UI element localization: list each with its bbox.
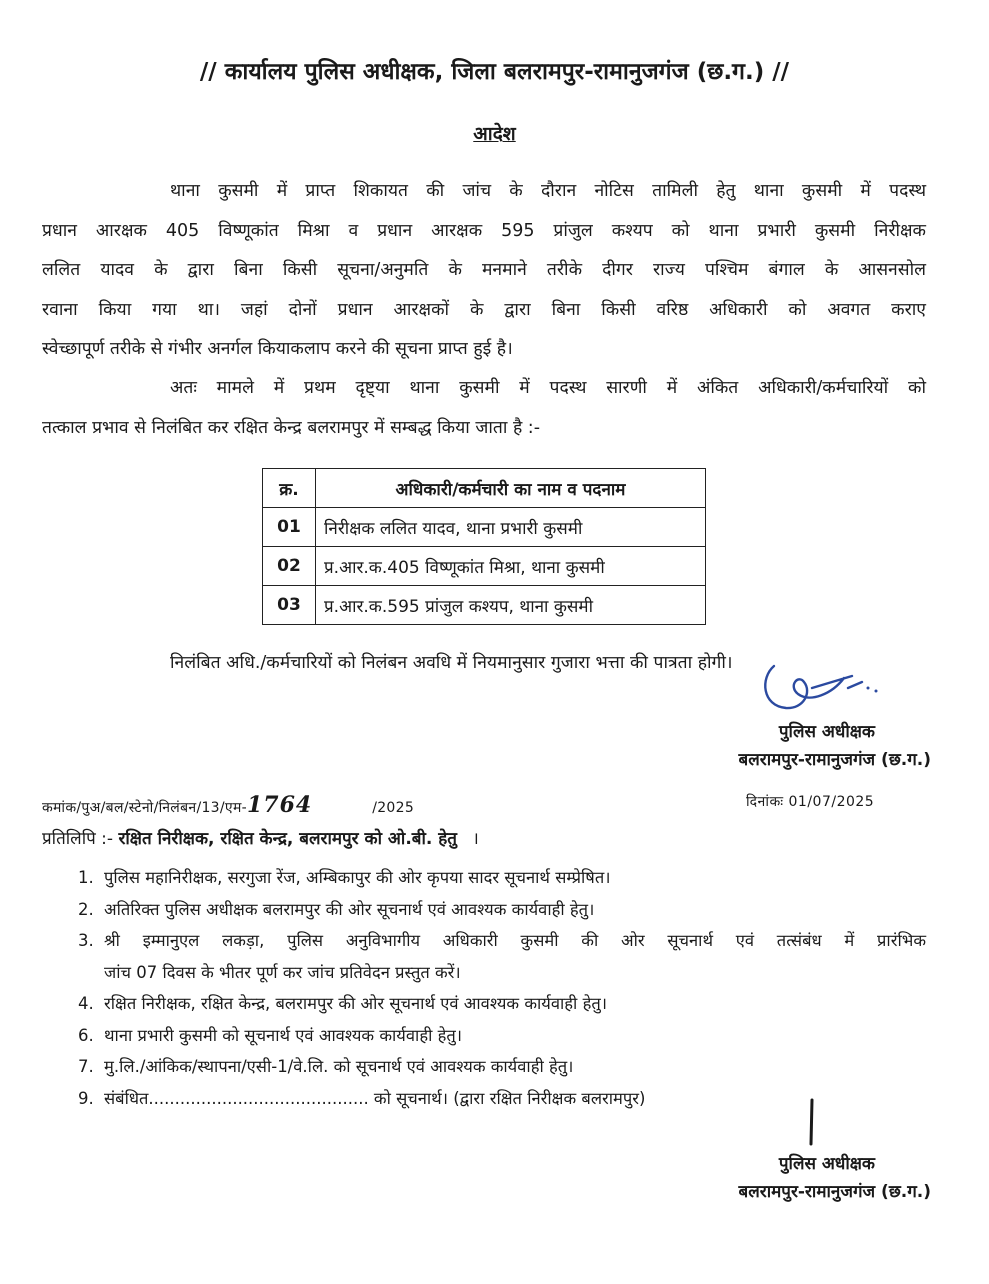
name-cell: प्र.आर.क.405 विष्णूकांत मिश्रा, थाना कुसमी: [316, 547, 706, 586]
signature-block-2: [739, 1150, 931, 1206]
date-label: दिनांकः: [746, 794, 784, 810]
list-item: [42, 1020, 926, 1052]
table-row: [263, 508, 706, 547]
list-item-number: 6.: [78, 1025, 94, 1045]
handwritten-signature: [752, 648, 882, 718]
table-row: [263, 547, 706, 586]
serial-cell: 01: [263, 508, 316, 547]
table-header-row: [263, 469, 706, 508]
list-item: [42, 988, 926, 1020]
copy-to-label: प्रतिलिपि :-: [42, 829, 114, 849]
paragraph-2: [42, 369, 926, 448]
paragraph-1: [42, 172, 926, 370]
list-item-text: श्री इम्मानुएल लकड़ा, पुलिस अनुविभागीय अधिकारी कुसमी की ओर सूचनार्थ एवं तत्संबंध में प्रारंभिक: [104, 931, 926, 950]
paragraph-line: प्रधान आरक्षक 405 विष्णूकांत मिश्रा व प्रधान आरक्षक 595 प्रांजुल कश्यप को थाना प्रभारी कुसमी निरीक्षक: [42, 220, 926, 241]
signatory-designation: पुलिस अधीक्षक: [778, 1154, 875, 1174]
list-item-text: थाना प्रभारी कुसमी को सूचनार्थ एवं आवश्यक कार्यवाही हेतु।: [104, 1025, 463, 1045]
list-item: [42, 862, 926, 894]
entitlement-note: निलंबित अधि./कर्मचारियों को निलंबन अवधि में नियमानुसार गुजारा भत्ता की पात्रता होगी।: [170, 653, 733, 673]
paragraph-line: अतः मामले में प्रथम दृष्ट्या थाना कुसमी में पदस्थ सारणी में अंकित अधिकारी/कर्मचारियों को: [170, 378, 926, 398]
serial-cell: 02: [263, 547, 316, 586]
copy-to-line: [42, 826, 479, 849]
list-item-text: मु.लि./आंकिक/स्थापना/एसी-1/वे.लि. को सूचनार्थ एवं आवश्यक कार्यवाही हेतु।: [104, 1057, 574, 1076]
list-item-number: 4.: [78, 994, 94, 1013]
signatory-designation: पुलिस अधीक्षक: [778, 722, 875, 742]
paragraph-line: रवाना किया गया था। जहां दोनों प्रधान आरक्षकों के द्वारा बिना किसी वरिष्ठ अधिकारी को अवगत कराए: [42, 299, 926, 320]
list-item-number: 1.: [78, 868, 94, 887]
suspended-staff-table: [262, 468, 706, 625]
order-heading: आदेश: [473, 123, 516, 145]
paragraph-line: थाना कुसमी में प्राप्त शिकायत की जांच के दौरान नोटिस तामिली हेतु थाना कुसमी में पदस्थ: [170, 181, 926, 201]
list-item-text: अतिरिक्त पुलिस अधीक्षक बलरामपुर की ओर सूचनार्थ एवं आवश्यक कार्यवाही हेतु।: [104, 899, 595, 919]
list-item-number: 7.: [78, 1057, 94, 1076]
signature-block-1: [739, 718, 931, 774]
name-cell: निरीक्षक ललित यादव, थाना प्रभारी कुसमी: [316, 508, 706, 547]
list-item: [42, 925, 926, 988]
list-item-text: रक्षित निरीक्षक, रक्षित केन्द्र, बलरामपुर की ओर सूचनार्थ एवं आवश्यक कार्यवाही हेतु।: [104, 994, 607, 1013]
table-row: [263, 586, 706, 625]
serial-header: क्र.: [263, 469, 316, 508]
list-item-number: 9.: [78, 1088, 94, 1108]
office-title: // कार्यालय पुलिस अधीक्षक, जिला बलरामपुर-रामानुजगंज (छ.ग.) //: [199, 59, 790, 85]
paragraph-line: स्वेच्छापूर्ण तरीके से गंभीर अनर्गल कियाकलाप करने की सूचना प्राप्त हुई है।: [42, 339, 513, 359]
list-item: [42, 1051, 926, 1083]
name-header: अधिकारी/कर्मचारी का नाम व पदनाम: [316, 469, 706, 508]
reference-year: /2025: [372, 800, 415, 816]
list-item: [42, 1083, 926, 1115]
signatory-district: बलरामपुर-रामानुजगंज (छ.ग.): [738, 750, 931, 770]
copy-distribution-list: [42, 862, 926, 1114]
name-cell: प्र.आर.क.595 प्रांजुल कश्यप, थाना कुसमी: [316, 586, 706, 625]
paragraph-line: ललित यादव के द्वारा बिना किसी सूचना/अनुमति के मनमाने तरीके दीगर राज्य पश्चिम बंगाल के आसनसोल: [42, 260, 926, 280]
list-item-text: पुलिस महानिरीक्षक, सरगुजा रेंज, अम्बिकापुर की ओर कृपया सादर सूचनार्थ सम्प्रेषित।: [104, 868, 611, 887]
reference-prefix: कमांक/पुअ/बल/स्टेनो/निलंबन/13/एम-: [42, 800, 247, 816]
signatory-district: बलरामपुर-रामानुजगंज (छ.ग.): [738, 1182, 931, 1202]
reference-number: 1764: [246, 792, 313, 818]
serial-cell: 03: [263, 586, 316, 625]
date-line: [746, 792, 874, 811]
copy-to-recipient: रक्षित निरीक्षक, रक्षित केन्द्र, बलरामपुर को ओ.बी. हेतु: [118, 829, 457, 849]
initial-mark: [802, 1096, 822, 1148]
list-item-number: 2.: [78, 899, 94, 919]
list-item-text: जांच 07 दिवस के भीतर पूर्ण कर जांच प्रतिवेदन प्रस्तुत करें।: [104, 962, 461, 982]
date-value: 01/07/2025: [788, 794, 875, 810]
paragraph-line: तत्काल प्रभाव से निलंबित कर रक्षित केन्द्र बलरामपुर में सम्बद्ध किया जाता है :-: [42, 417, 541, 438]
list-item-number: 3.: [78, 931, 94, 950]
reference-line: [42, 792, 414, 818]
list-item-text: संबंधित.......................................... को सूचनार्थ। (द्वारा रक्षित निरीक्षक बलरामपुर): [104, 1088, 646, 1108]
list-item: [42, 894, 926, 926]
copy-to-suffix: ।: [472, 829, 479, 849]
